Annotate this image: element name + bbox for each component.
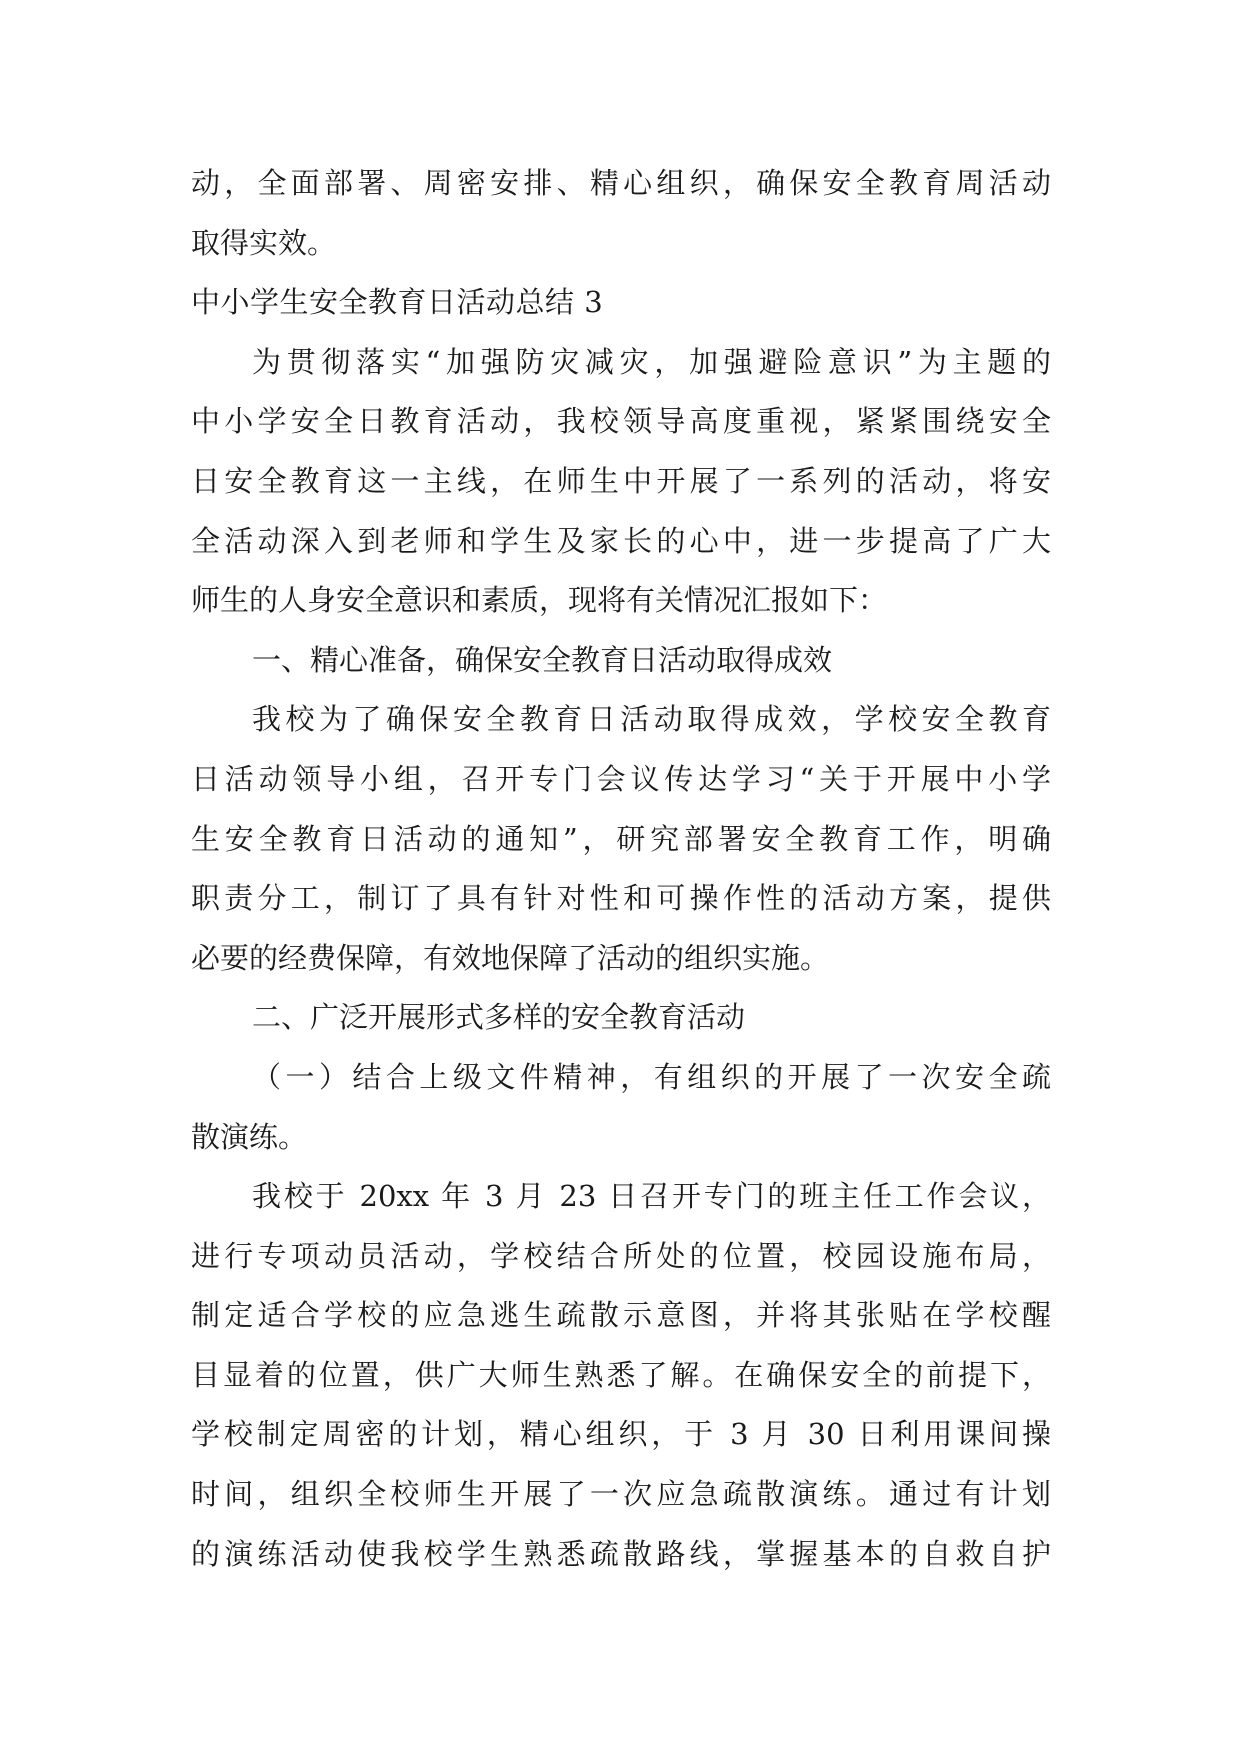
paragraph-line: 全活动深入到老师和学生及家长的心中，进一步提高了广大 (191, 523, 1051, 558)
subheading: 一、精心准备，确保安全教育日活动取得成效 (252, 642, 833, 677)
paragraph-line: 的演练活动使我校学生熟悉疏散路线，掌握基本的自救自护 (191, 1536, 1051, 1571)
paragraph-line: 时间，组织全校师生开展了一次应急疏散演练。通过有计划 (191, 1477, 1051, 1512)
paragraph-line: 动，全面部署、周密安排、精心组织，确保安全教育周活动 (191, 166, 1051, 200)
paragraph-line: 我校于 20xx 年 3 月 23 日召开专门的班主任工作会议， (252, 1179, 1051, 1214)
paragraph-line: 取得实效。 (191, 225, 337, 260)
paragraph-line: 为贯彻落实“加强防灾减灾，加强避险意识”为主题的 (252, 344, 1051, 379)
paragraph-line: 师生的人身安全意识和素质，现将有关情况汇报如下： (191, 583, 888, 618)
paragraph-line: 中小学安全日教育活动，我校领导高度重视，紧紧围绕安全 (191, 404, 1051, 439)
paragraph-line: 学校制定周密的计划，精心组织，于 3 月 30 日利用课间操 (191, 1417, 1051, 1452)
paragraph-line: （一）结合上级文件精神，有组织的开展了一次安全疏 (252, 1059, 1051, 1094)
paragraph-line: 目显着的位置，供广大师生熟悉了解。在确保安全的前提下， (191, 1357, 1051, 1392)
section-title: 中小学生安全教育日活动总结 3 (191, 285, 604, 320)
paragraph-line: 日安全教育这一主线，在师生中开展了一系列的活动，将安 (191, 463, 1051, 498)
paragraph-line: 必要的经费保障，有效地保障了活动的组织实施。 (191, 940, 830, 975)
paragraph-line: 日活动领导小组，召开专门会议传达学习“关于开展中小学 (191, 761, 1051, 796)
paragraph-line: 职责分工，制订了具有针对性和可操作性的活动方案，提供 (191, 881, 1051, 916)
paragraph-line: 进行专项动员活动，学校结合所处的位置，校园设施布局， (191, 1238, 1051, 1273)
paragraph-line: 散演练。 (191, 1119, 308, 1154)
subheading: 二、广泛开展形式多样的安全教育活动 (252, 1000, 746, 1035)
paragraph-line: 制定适合学校的应急逃生疏散示意图，并将其张贴在学校醒 (191, 1298, 1051, 1333)
document-body (191, 154, 1051, 1584)
paragraph-line: 生安全教育日活动的通知”，研究部署安全教育工作，明确 (191, 821, 1051, 856)
paragraph-line: 我校为了确保安全教育日活动取得成效，学校安全教育 (252, 702, 1051, 737)
